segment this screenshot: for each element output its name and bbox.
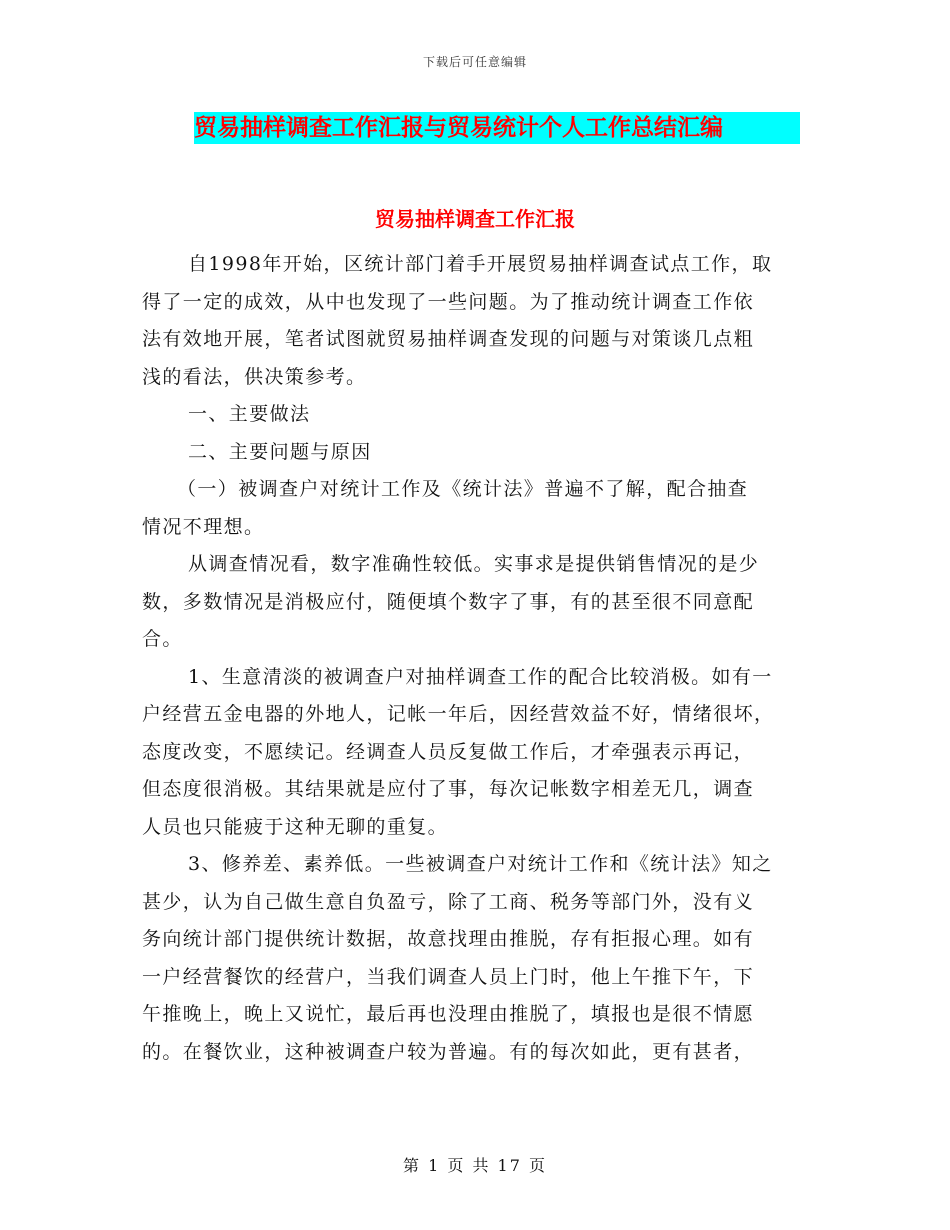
body-line: 的。在餐饮业，这种被调查户较为普遍。有的每次如此，更有甚者，: [142, 1040, 755, 1063]
body-line: 态度改变，不愿续记。经调查人员反复做工作后，才牵强表示再记，: [142, 740, 755, 763]
header-note: 下载后可任意编辑: [422, 55, 527, 69]
body-line: 一户经营餐饮的经营户，当我们调查人员上门时，他上午推下午，下: [142, 965, 755, 988]
body-line: 户经营五金电器的外地人，记帐一年后，因经营效益不好，情绪很坏，: [142, 703, 775, 725]
body-line: 午推晚上，晚上又说忙，最后再也没理由推脱了，填报也是很不情愿: [142, 1003, 755, 1025]
body-line: 合。: [142, 628, 183, 650]
body-line: 得了一定的成效，从中也发现了一些问题。为了推动统计调查工作依: [142, 290, 755, 313]
document-body: [142, 246, 802, 1071]
page-number: 第 1 页 共 17 页: [403, 1156, 547, 1175]
body-line: 1、生意清淡的被调查户对抽样调查工作的配合比较消极。如有一: [188, 665, 773, 688]
heading-main-problems: 二、主要问题与原因: [188, 440, 372, 463]
body-line: 但态度很消极。其结果就是应付了事，每次记帐数字相差无几，调查: [142, 778, 755, 800]
body-line: 浅的看法，供决策参考。: [142, 365, 367, 388]
body-line: 情况不理想。: [142, 515, 265, 538]
body-line: 3、修养差、素养低。一些被调查户对统计工作和《统计法》知之: [188, 853, 773, 875]
body-line: 人员也只能疲于这种无聊的重复。: [142, 815, 449, 838]
subheading-problem-one: （一）被调查户对统计工作及《统计法》普遍不了解，配合抽查: [177, 478, 749, 500]
body-line: 自1998年开始，区统计部门着手开展贸易抽样调查试点工作，取: [188, 253, 773, 275]
body-line: 甚少，认为自己做生意自负盈亏，除了工商、税务等部门外，没有义: [142, 890, 755, 913]
body-line: 法有效地开展，笔者试图就贸易抽样调查发现的问题与对策谈几点粗: [142, 328, 755, 350]
heading-main-practices: 一、主要做法: [188, 403, 311, 425]
body-line: 数，多数情况是消极应付，随便填个数字了事，有的甚至很不同意配: [142, 590, 755, 613]
body-line: 从调查情况看，数字准确性较低。实事求是提供销售情况的是少: [188, 553, 760, 575]
body-line: 务向统计部门提供统计数据，故意找理由推脱，存有拒报心理。如有: [142, 928, 755, 950]
section-title: 贸易抽样调查工作汇报: [375, 207, 575, 231]
document-title: 贸易抽样调查工作汇报与贸易统计个人工作总结汇编: [194, 112, 800, 144]
